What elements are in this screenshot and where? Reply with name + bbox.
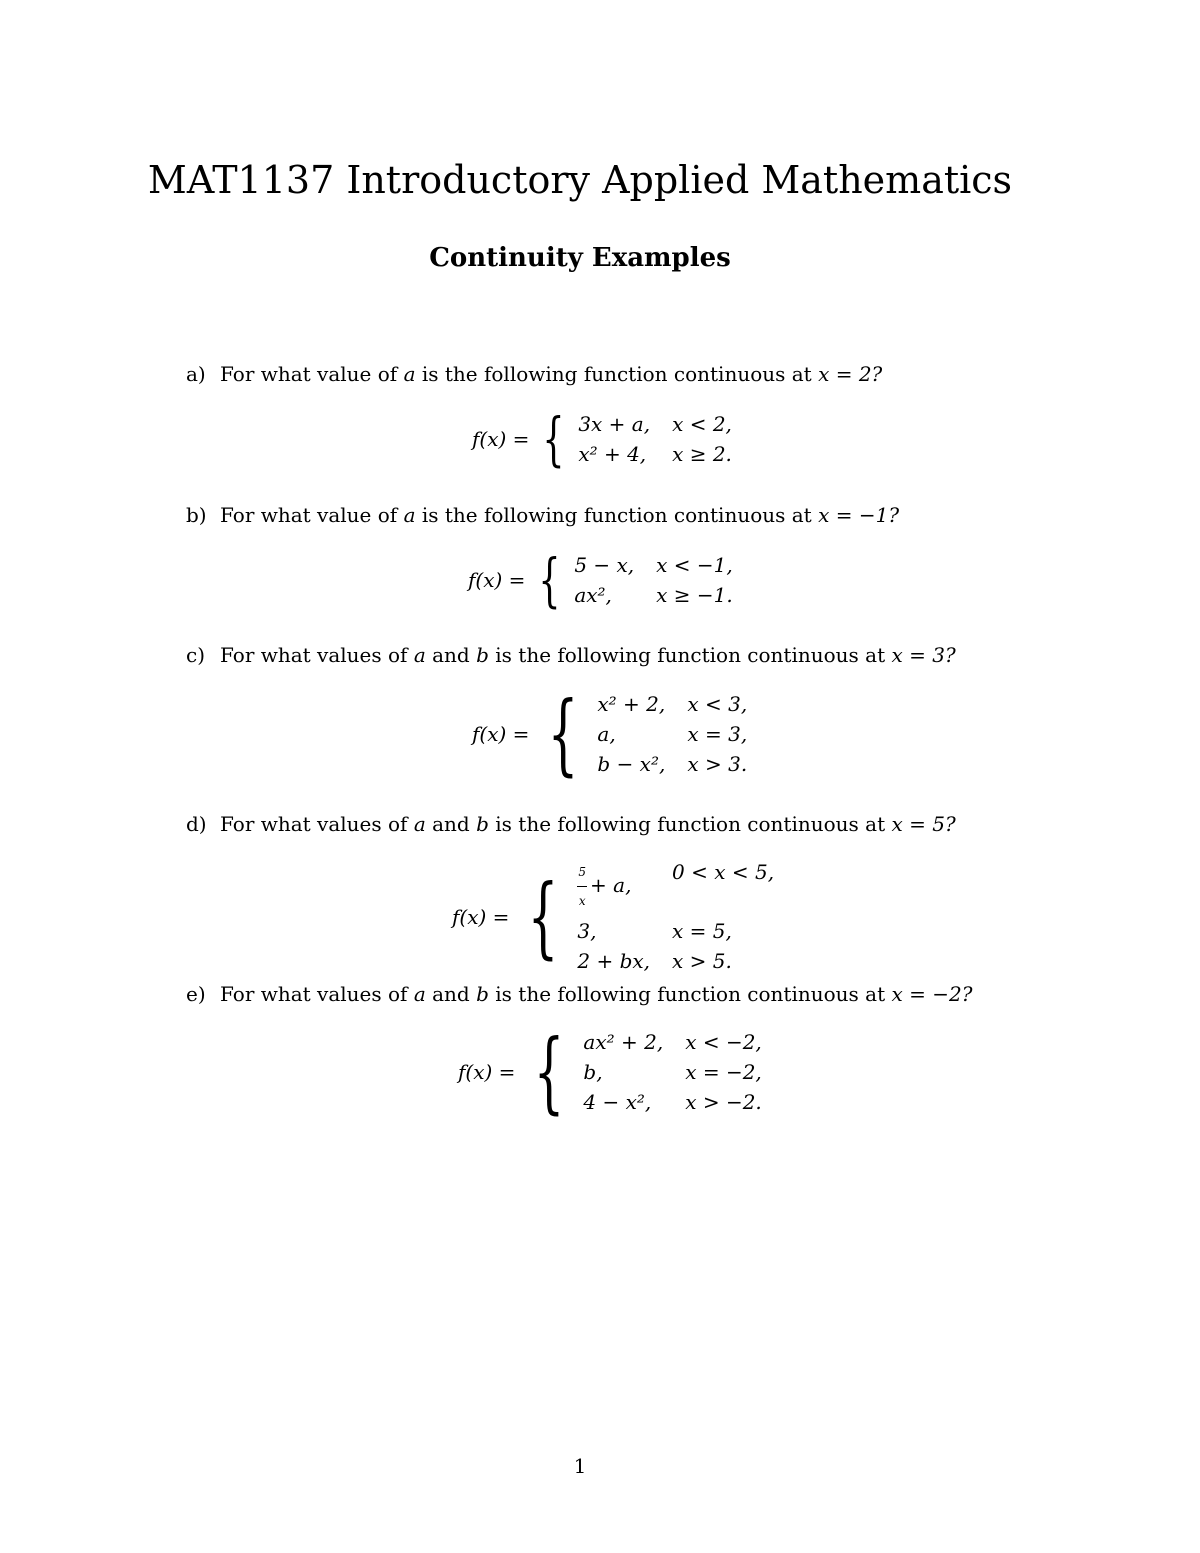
- case-expr: [577, 858, 650, 915]
- question-text: For what values of: [220, 982, 414, 1006]
- cases: [583, 1028, 761, 1116]
- question-c: [186, 643, 956, 667]
- case-expr: x² + 2,: [597, 692, 666, 716]
- function-lhs: f(x) =: [472, 427, 530, 451]
- continuity-point: x = −1?: [818, 503, 900, 527]
- question-text: and: [425, 643, 477, 667]
- question-text: For what value of: [220, 362, 404, 386]
- question-text: For what value of: [220, 503, 404, 527]
- page-number: 1: [573, 1454, 587, 1478]
- fraction-denominator: x: [578, 894, 586, 908]
- function-lhs: f(x) =: [468, 568, 526, 592]
- case-expr: a,: [597, 722, 616, 746]
- fraction-numerator: 5: [577, 858, 587, 887]
- continuity-point: x = −2?: [891, 982, 973, 1006]
- continuity-point: x = 5?: [891, 812, 956, 836]
- case-expr: b − x²,: [597, 752, 666, 776]
- variable: b: [476, 982, 489, 1006]
- function-e: [458, 1020, 762, 1123]
- case-cond: x > −2.: [685, 1090, 762, 1114]
- variable: b: [476, 812, 489, 836]
- variable: a: [413, 643, 426, 667]
- question-text: is the following function continuous at: [488, 643, 892, 667]
- question-text: is the following function continuous at: [415, 362, 819, 386]
- question-text: and: [425, 812, 477, 836]
- cases: [574, 551, 732, 609]
- continuity-point: x = 3?: [891, 643, 956, 667]
- case-cond: x < 2,: [672, 412, 732, 436]
- question-label: b): [186, 503, 207, 527]
- function-lhs: f(x) =: [472, 722, 530, 746]
- variable: a: [413, 812, 426, 836]
- case-cond: x < −2,: [685, 1030, 762, 1054]
- case-cond: x ≥ −1.: [656, 583, 733, 607]
- case-cond: x < 3,: [687, 692, 748, 716]
- question-label: a): [186, 362, 206, 386]
- variable: a: [403, 503, 416, 527]
- cases: [578, 410, 732, 468]
- case-cond: x = 5,: [672, 919, 732, 943]
- function-lhs: f(x) =: [458, 1060, 516, 1084]
- case-cond: x = 3,: [687, 722, 748, 746]
- question-d: [186, 812, 956, 836]
- case-cond: x ≥ 2.: [672, 442, 732, 466]
- case-expr: 3x + a,: [578, 412, 651, 436]
- left-brace: {: [538, 546, 561, 614]
- left-brace: {: [528, 864, 559, 968]
- document-title: MAT1137 Introductory Applied Mathematics: [147, 158, 1013, 202]
- left-brace: {: [542, 405, 565, 473]
- question-text: is the following function continuous at: [488, 982, 892, 1006]
- function-lhs: f(x) =: [452, 904, 510, 929]
- cases: [577, 858, 774, 975]
- case-cond: x > 3.: [687, 752, 748, 776]
- case-expr: 2 + bx,: [577, 949, 651, 973]
- case-expr: b,: [583, 1060, 603, 1084]
- variable: a: [413, 982, 426, 1006]
- question-text: and: [425, 982, 477, 1006]
- question-e: [186, 982, 972, 1006]
- case-expr: ax² + 2,: [583, 1030, 664, 1054]
- question-b: [186, 503, 899, 527]
- case-cond: x < −1,: [656, 553, 733, 577]
- fraction: [577, 858, 587, 915]
- question-text: For what values of: [220, 812, 414, 836]
- function-b: [468, 546, 733, 614]
- case-expr: ax²,: [574, 583, 612, 607]
- question-text: is the following function continuous at: [415, 503, 819, 527]
- case-expr: x² + 4,: [578, 442, 647, 466]
- cases: [597, 690, 747, 778]
- question-label: c): [186, 643, 206, 667]
- case-cond: x = −2,: [685, 1060, 762, 1084]
- question-text: is the following function continuous at: [488, 812, 892, 836]
- case-expr-rest: + a,: [590, 873, 632, 897]
- left-brace: {: [548, 682, 579, 785]
- case-cond: x > 5.: [672, 949, 732, 973]
- variable: b: [476, 643, 489, 667]
- question-label: d): [186, 812, 207, 836]
- document-subtitle: Continuity Examples: [429, 243, 731, 273]
- question-a: [186, 362, 882, 386]
- case-cond: 0 < x < 5,: [672, 860, 775, 884]
- case-expr: 4 − x²,: [583, 1090, 652, 1114]
- function-c: [472, 682, 748, 785]
- case-expr: 5 − x,: [574, 553, 635, 577]
- function-a: [472, 405, 732, 473]
- left-brace: {: [534, 1020, 565, 1123]
- question-label: e): [186, 982, 206, 1006]
- variable: a: [403, 362, 416, 386]
- function-d: [452, 858, 774, 975]
- question-text: For what values of: [220, 643, 414, 667]
- continuity-point: x = 2?: [818, 362, 883, 386]
- case-expr: 3,: [577, 919, 597, 943]
